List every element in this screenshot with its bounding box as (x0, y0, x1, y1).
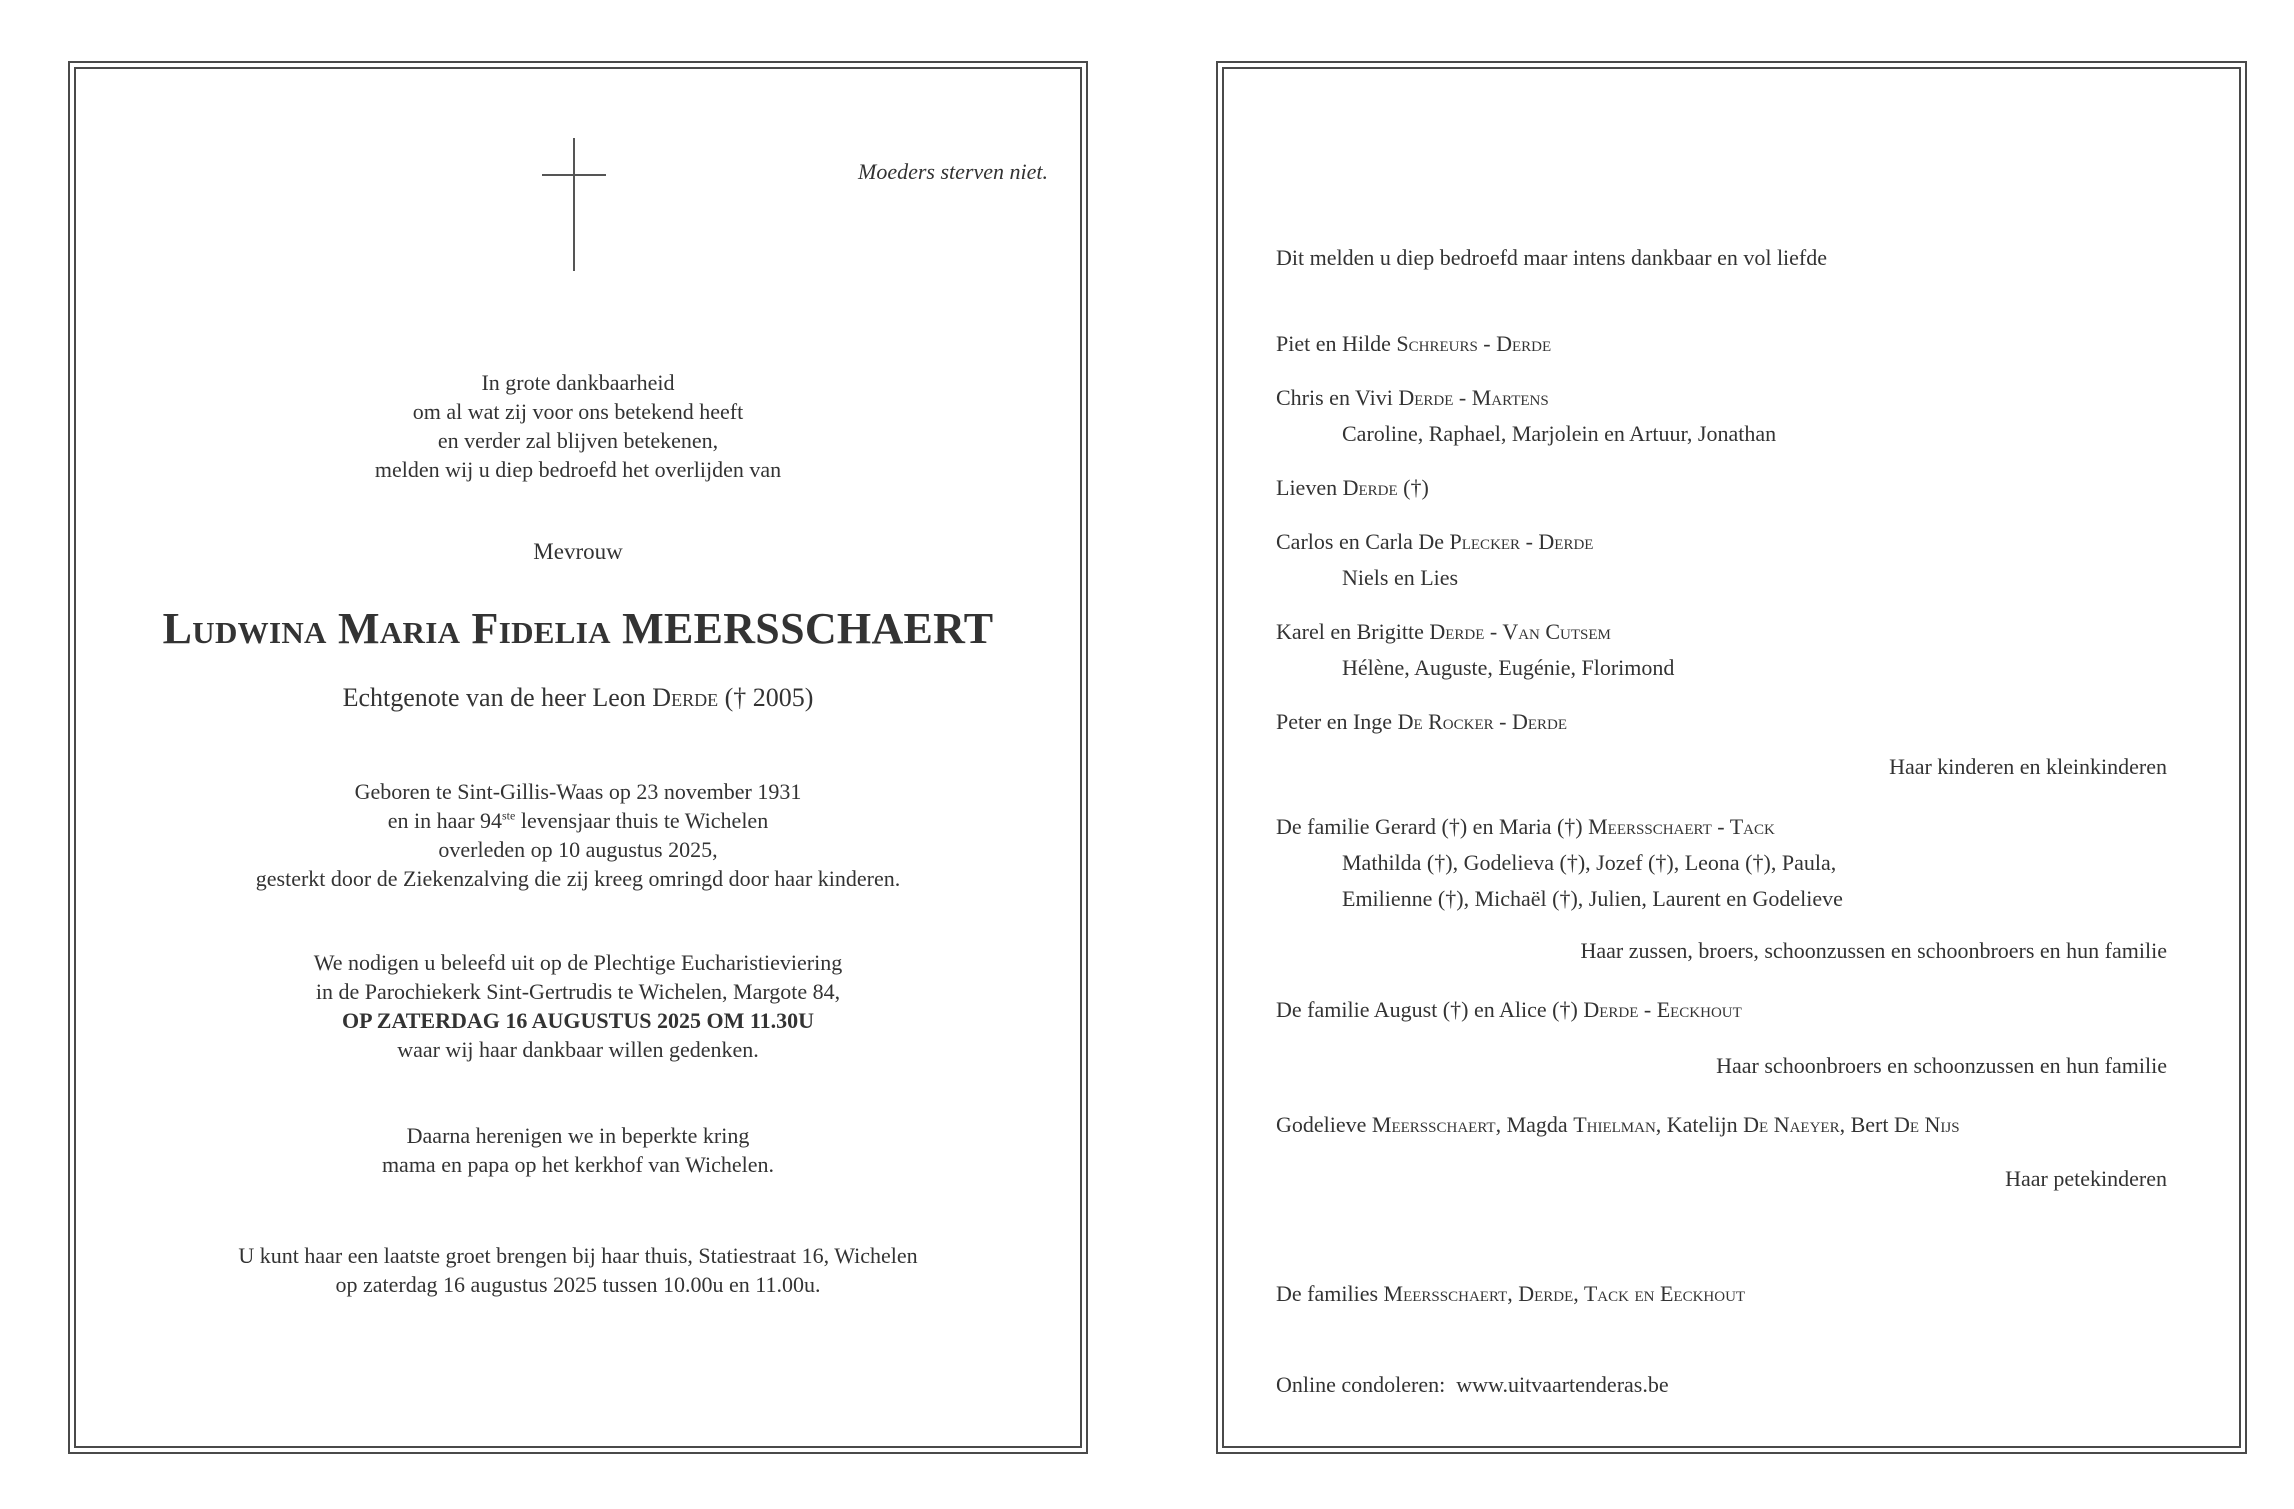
grandchildren-line: Hélène, Auguste, Eugénie, Florimond (1342, 655, 1675, 680)
burial-info (70, 1121, 1086, 1179)
sacrament-line: gesterkt door de Ziekenzalving die zij kreeg omringd door haar kinderen. (255, 866, 901, 891)
family-entry (1276, 529, 1593, 555)
condolence-link[interactable]: www.uitvaartenderas.be (1456, 1372, 1669, 1397)
families-line (1276, 1281, 1745, 1307)
ceremony-line: in de Parochiekerk Sint-Gertrudis te Wichelen, Margote 84, (315, 979, 841, 1004)
given-names: Ludwina Maria Fidelia (162, 604, 611, 653)
spouse-prefix: Echtgenote van de heer Leon (342, 683, 653, 712)
family-names: Peter en Inge (1276, 709, 1398, 734)
age-line (70, 806, 1086, 835)
title: Mevrouw (533, 539, 623, 564)
siblings-line: Emilienne (†), Michaël (†), Julien, Laurent en Godelieve (1342, 886, 1843, 911)
family-surnames: Derde - Van Cutsem (1429, 619, 1611, 644)
intro-line: melden wij u diep bedroefd het overlijden van (374, 457, 782, 482)
birth-line: Geboren te Sint-Gillis-Waas op 23 november 1931 (354, 779, 802, 804)
condolence-line (1276, 1372, 1669, 1398)
family-names: De familie Gerard (†) en Maria (†) (1276, 814, 1589, 839)
intro-line: om al wat zij voor ons betekend heeft (412, 399, 744, 424)
visitation-info (70, 1241, 1086, 1299)
family-entry (1276, 619, 1611, 645)
group-caption: Haar schoonbroers en schoonzussen en hun familie (1716, 1053, 2167, 1078)
motto: Moeders sterven niet. (858, 159, 1048, 184)
family-entry (1276, 385, 1549, 411)
intro-text (70, 368, 1086, 484)
family-surnames: Plecker - Derde (1449, 529, 1594, 554)
birth-death-info (70, 777, 1086, 893)
family-surnames: Meersschaert - Tack (1588, 814, 1775, 839)
godchild-name: Godelieve (1276, 1112, 1372, 1137)
family-entry (1276, 475, 1429, 501)
group-caption: Haar petekinderen (2005, 1166, 2167, 1191)
visitation-line: op zaterdag 16 augustus 2025 tussen 10.00u en 11.00u. (335, 1272, 821, 1297)
age-rest: levensjaar thuis te Wichelen (515, 808, 769, 833)
families-label: De families (1276, 1281, 1384, 1306)
family-names: Carlos en Carla De (1276, 529, 1450, 554)
age-prefix: en in haar 94 (387, 808, 503, 833)
godchild-name: , Bert (1839, 1112, 1894, 1137)
family-names: Piet en Hilde (1276, 331, 1397, 356)
family-entry (1276, 709, 1567, 735)
grandchildren-line: Caroline, Raphael, Marjolein en Artuur, Jonathan (1342, 421, 1777, 446)
godchild-name: , Katelijn (1655, 1112, 1744, 1137)
visitation-line: U kunt haar een laatste groet brengen bij haar thuis, Statiestraat 16, Wichelen (238, 1243, 918, 1268)
godchild-name: , Magda (1495, 1112, 1574, 1137)
intro-line: en verder zal blijven betekenen, (437, 428, 719, 453)
spouse-suffix: († 2005) (718, 683, 814, 712)
ceremony-datetime: OP ZATERDAG 16 AUGUSTUS 2025 OM 11.30U (341, 1008, 815, 1033)
family-surnames: De Rocker - Derde (1397, 709, 1568, 734)
deceased-mark: (†) (1397, 475, 1429, 500)
deceased-name (70, 603, 1086, 654)
family-surnames: Schreurs - Derde (1396, 331, 1552, 356)
family-names: Lieven (1276, 475, 1343, 500)
death-line: overleden op 10 augustus 2025, (438, 837, 718, 862)
family-names: De familie August (†) en Alice (†) (1276, 997, 1584, 1022)
families-surnames: Meersschaert, Derde, Tack en Eeckhout (1383, 1281, 1746, 1306)
godchild-surname: De Naeyer (1743, 1112, 1840, 1137)
godchild-surname: Meersschaert (1371, 1112, 1496, 1137)
burial-line: mama en papa op het kerkhof van Wichelen. (381, 1152, 775, 1177)
family-names: Chris en Vivi (1276, 385, 1399, 410)
family-name: MEERSSCHAERT (622, 604, 994, 653)
family-surnames: Derde - Eeckhout (1583, 997, 1742, 1022)
family-entry (1276, 997, 1742, 1023)
family-entry (1276, 331, 1551, 357)
group-caption: Haar zussen, broers, schoonzussen en schoonbroers en hun familie (1580, 938, 2167, 963)
family-surnames: Derde (1342, 475, 1398, 500)
godchild-surname: Thielman (1573, 1112, 1656, 1137)
ceremony-info (70, 948, 1086, 1064)
age-suffix: ste (502, 808, 516, 823)
siblings-line: Mathilda (†), Godelieva (†), Jozef (†), Leona (†), Paula, (1342, 850, 1837, 875)
spouse-surname: Derde (652, 683, 719, 712)
burial-line: Daarna herenigen we in beperkte kring (406, 1123, 750, 1148)
godchild-surname: De Nijs (1893, 1112, 1960, 1137)
grandchildren-line: Niels en Lies (1342, 565, 1459, 590)
intro-line: In grote dankbaarheid (481, 370, 675, 395)
family-entry (1276, 814, 1775, 840)
announcement-panel (68, 61, 1088, 1454)
spouse-line (70, 683, 1086, 713)
opening-line: Dit melden u diep bedroefd maar intens dankbaar en vol liefde (1276, 245, 1828, 270)
ceremony-line: waar wij haar dankbaar willen gedenken. (397, 1037, 759, 1062)
ceremony-line: We nodigen u beleefd uit op de Plechtige Eucharistieviering (313, 950, 843, 975)
family-names: Karel en Brigitte (1276, 619, 1430, 644)
family-surnames: Derde - Martens (1398, 385, 1549, 410)
godchildren-entry (1276, 1112, 1960, 1138)
group-caption: Haar kinderen en kleinkinderen (1889, 754, 2167, 779)
condolence-label: Online condoleren: (1276, 1372, 1457, 1397)
family-panel (1216, 61, 2247, 1454)
